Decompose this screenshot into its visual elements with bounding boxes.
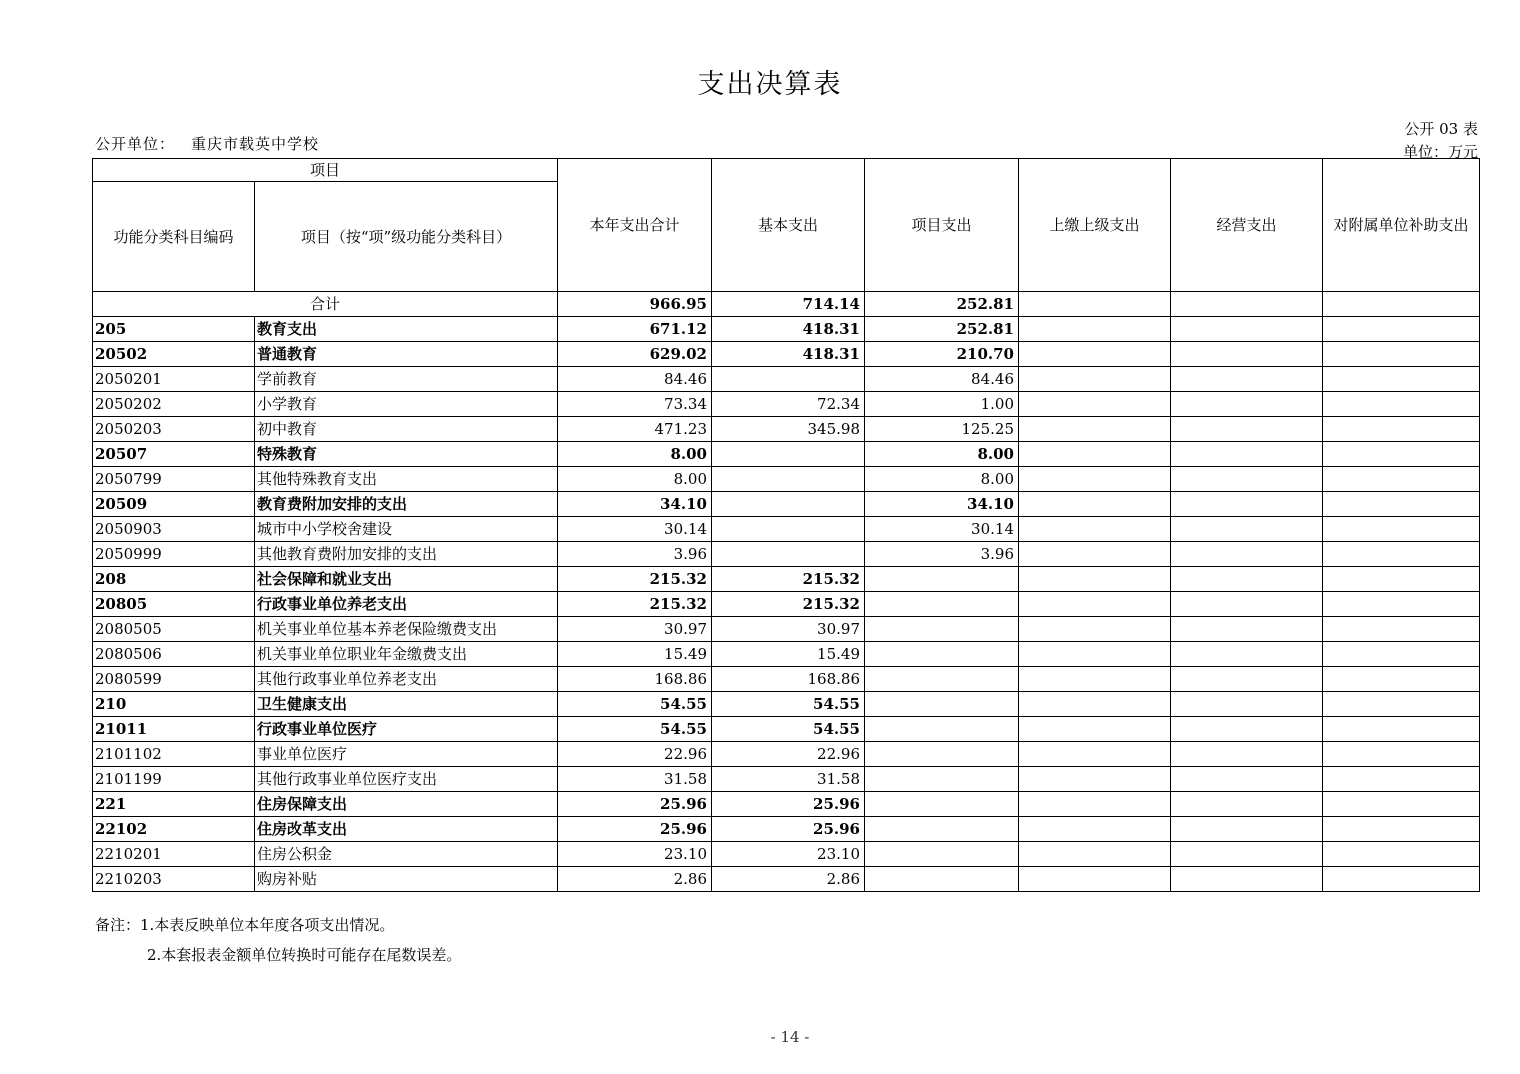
row-total: 215.32 [558,567,712,592]
row-upper [1019,517,1171,542]
row-project [865,642,1019,667]
row-project: 252.81 [865,317,1019,342]
row-business [1171,367,1323,392]
row-upper [1019,567,1171,592]
row-code: 2101102 [93,742,255,767]
row-name: 行政事业单位医疗 [255,717,558,742]
row-subsidy [1323,392,1480,417]
table-row [93,492,1480,517]
header-business: 经营支出 [1171,159,1323,292]
row-total: 84.46 [558,367,712,392]
row-code: 2101199 [93,767,255,792]
table-row [93,592,1480,617]
row-total: 3.96 [558,542,712,567]
row-basic: 31.58 [712,767,865,792]
notes [95,910,461,970]
row-basic: 418.31 [712,317,865,342]
row-business [1171,717,1323,742]
row-name: 行政事业单位养老支出 [255,592,558,617]
header-name: 项目（按“项”级功能分类科目） [255,182,558,292]
row-project: 8.00 [865,467,1019,492]
row-code: 20502 [93,342,255,367]
row-project: 84.46 [865,367,1019,392]
header-basic: 基本支出 [712,159,865,292]
row-basic: 22.96 [712,742,865,767]
row-upper [1019,792,1171,817]
row-total: 54.55 [558,717,712,742]
table-row [93,767,1480,792]
row-project [865,692,1019,717]
row-upper [1019,842,1171,867]
row-total: 30.97 [558,617,712,642]
row-business [1171,767,1323,792]
row-code: 2080599 [93,667,255,692]
row-business [1171,517,1323,542]
row-subsidy [1323,692,1480,717]
form-number: 公开 03 表 [1404,120,1478,138]
row-basic: 215.32 [712,567,865,592]
row-total: 25.96 [558,792,712,817]
row-subsidy [1323,417,1480,442]
total-subsidy [1323,292,1480,317]
row-project [865,792,1019,817]
row-code: 22102 [93,817,255,842]
row-total: 73.34 [558,392,712,417]
row-business [1171,317,1323,342]
row-business [1171,567,1323,592]
row-upper [1019,417,1171,442]
header-upper: 上缴上级支出 [1019,159,1171,292]
row-total: 629.02 [558,342,712,367]
row-project: 8.00 [865,442,1019,467]
row-business [1171,792,1323,817]
organization-label: 公开单位： [95,135,176,153]
table-row [93,742,1480,767]
page-title: 支出决算表 [697,69,843,100]
total-project: 252.81 [865,292,1019,317]
table-row [93,542,1480,567]
row-code: 21011 [93,717,255,742]
table-row [93,842,1480,867]
row-name: 其他特殊教育支出 [255,467,558,492]
table-row [93,717,1480,742]
row-project: 30.14 [865,517,1019,542]
row-name: 其他教育费附加安排的支出 [255,542,558,567]
row-total: 215.32 [558,592,712,617]
row-upper [1019,392,1171,417]
row-code: 20509 [93,492,255,517]
row-basic [712,367,865,392]
table-row [93,667,1480,692]
row-code: 20805 [93,592,255,617]
row-name: 其他行政事业单位医疗支出 [255,767,558,792]
row-upper [1019,742,1171,767]
row-upper [1019,542,1171,567]
table-row [93,342,1480,367]
row-name: 普通教育 [255,342,558,367]
row-subsidy [1323,817,1480,842]
row-basic [712,517,865,542]
table-row [93,642,1480,667]
row-upper [1019,767,1171,792]
row-total: 8.00 [558,467,712,492]
table-row [93,367,1480,392]
row-basic [712,467,865,492]
row-subsidy [1323,617,1480,642]
row-basic: 168.86 [712,667,865,692]
row-business [1171,592,1323,617]
row-upper [1019,492,1171,517]
row-code: 2050203 [93,417,255,442]
total-label: 合计 [93,292,558,317]
row-subsidy [1323,767,1480,792]
row-basic: 54.55 [712,692,865,717]
row-project [865,617,1019,642]
row-basic: 30.97 [712,617,865,642]
row-project [865,717,1019,742]
row-subsidy [1323,317,1480,342]
row-subsidy [1323,492,1480,517]
row-business [1171,817,1323,842]
row-project [865,742,1019,767]
row-total: 30.14 [558,517,712,542]
row-business [1171,692,1323,717]
row-name: 社会保障和就业支出 [255,567,558,592]
row-code: 20507 [93,442,255,467]
row-name: 住房改革支出 [255,817,558,842]
row-name: 学前教育 [255,367,558,392]
row-subsidy [1323,842,1480,867]
header-project-group: 项目 [93,159,558,182]
row-project [865,817,1019,842]
row-subsidy [1323,567,1480,592]
row-business [1171,492,1323,517]
row-basic [712,542,865,567]
row-upper [1019,442,1171,467]
table-row [93,517,1480,542]
row-project [865,667,1019,692]
row-basic: 345.98 [712,417,865,442]
row-business [1171,842,1323,867]
total-business [1171,292,1323,317]
row-upper [1019,717,1171,742]
table-row [93,317,1480,342]
table-row [93,392,1480,417]
row-business [1171,617,1323,642]
row-total: 31.58 [558,767,712,792]
row-name: 小学教育 [255,392,558,417]
row-name: 教育费附加安排的支出 [255,492,558,517]
row-business [1171,642,1323,667]
table-row [93,442,1480,467]
page-number: - 14 - [770,1028,810,1046]
row-name: 教育支出 [255,317,558,342]
row-name: 初中教育 [255,417,558,442]
row-upper [1019,867,1171,892]
row-basic: 2.86 [712,867,865,892]
row-total: 471.23 [558,417,712,442]
row-total: 168.86 [558,667,712,692]
expenditure-table [92,158,1480,892]
row-business [1171,417,1323,442]
row-subsidy [1323,867,1480,892]
table-row [93,817,1480,842]
row-name: 事业单位医疗 [255,742,558,767]
row-name: 住房保障支出 [255,792,558,817]
total-basic: 714.14 [712,292,865,317]
table-row [93,467,1480,492]
table-row [93,567,1480,592]
header-project: 项目支出 [865,159,1019,292]
row-project: 3.96 [865,542,1019,567]
row-total: 54.55 [558,692,712,717]
row-business [1171,542,1323,567]
row-subsidy [1323,467,1480,492]
row-subsidy [1323,592,1480,617]
row-basic: 25.96 [712,817,865,842]
row-code: 2210203 [93,867,255,892]
row-total: 22.96 [558,742,712,767]
row-subsidy [1323,717,1480,742]
row-basic: 418.31 [712,342,865,367]
row-total: 25.96 [558,817,712,842]
row-total: 671.12 [558,317,712,342]
row-name: 机关事业单位基本养老保险缴费支出 [255,617,558,642]
row-upper [1019,692,1171,717]
row-business [1171,742,1323,767]
table-row [93,867,1480,892]
row-code: 205 [93,317,255,342]
row-code: 2050999 [93,542,255,567]
note-2: 2.本套报表金额单位转换时可能存在尾数误差。 [147,946,462,964]
row-project: 1.00 [865,392,1019,417]
row-project [865,567,1019,592]
row-subsidy [1323,742,1480,767]
table-row [93,792,1480,817]
row-subsidy [1323,367,1480,392]
row-subsidy [1323,642,1480,667]
row-subsidy [1323,342,1480,367]
row-upper [1019,617,1171,642]
row-subsidy [1323,442,1480,467]
row-code: 2050202 [93,392,255,417]
row-project [865,867,1019,892]
row-upper [1019,592,1171,617]
row-upper [1019,642,1171,667]
row-project: 210.70 [865,342,1019,367]
row-project: 34.10 [865,492,1019,517]
row-code: 210 [93,692,255,717]
row-basic: 72.34 [712,392,865,417]
row-business [1171,442,1323,467]
row-code: 2080505 [93,617,255,642]
row-total: 2.86 [558,867,712,892]
row-business [1171,342,1323,367]
total-upper [1019,292,1171,317]
row-name: 城市中小学校舍建设 [255,517,558,542]
row-total: 8.00 [558,442,712,467]
row-basic: 54.55 [712,717,865,742]
table-row [93,692,1480,717]
row-total: 34.10 [558,492,712,517]
organization-name: 重庆市载英中学校 [191,135,320,153]
row-code: 208 [93,567,255,592]
row-business [1171,467,1323,492]
row-subsidy [1323,792,1480,817]
row-basic [712,492,865,517]
total-row [93,292,1480,317]
row-project [865,592,1019,617]
row-code: 2210201 [93,842,255,867]
row-upper [1019,367,1171,392]
row-subsidy [1323,542,1480,567]
row-name: 特殊教育 [255,442,558,467]
row-total: 23.10 [558,842,712,867]
currency-unit: 单位：万元 [1402,143,1478,161]
row-code: 2050201 [93,367,255,392]
header-code: 功能分类科目编码 [93,182,255,292]
row-basic: 23.10 [712,842,865,867]
row-upper [1019,817,1171,842]
row-subsidy [1323,667,1480,692]
row-upper [1019,317,1171,342]
row-business [1171,392,1323,417]
row-basic: 215.32 [712,592,865,617]
table-row [93,417,1480,442]
organization-line [95,133,319,154]
row-project [865,767,1019,792]
row-upper [1019,342,1171,367]
note-1: 备注：1.本表反映单位本年度各项支出情况。 [95,916,395,934]
row-code: 2050903 [93,517,255,542]
row-code: 2050799 [93,467,255,492]
row-code: 221 [93,792,255,817]
row-basic: 15.49 [712,642,865,667]
row-name: 其他行政事业单位养老支出 [255,667,558,692]
row-business [1171,667,1323,692]
header-subsidy: 对附属单位补助支出 [1323,159,1480,292]
header-total: 本年支出合计 [558,159,712,292]
row-name: 购房补贴 [255,867,558,892]
row-name: 住房公积金 [255,842,558,867]
row-name: 卫生健康支出 [255,692,558,717]
row-upper [1019,667,1171,692]
row-upper [1019,467,1171,492]
row-name: 机关事业单位职业年金缴费支出 [255,642,558,667]
row-total: 15.49 [558,642,712,667]
row-project: 125.25 [865,417,1019,442]
row-subsidy [1323,517,1480,542]
row-code: 2080506 [93,642,255,667]
total-sum: 966.95 [558,292,712,317]
row-business [1171,867,1323,892]
table-row [93,617,1480,642]
row-basic: 25.96 [712,792,865,817]
row-basic [712,442,865,467]
row-project [865,842,1019,867]
